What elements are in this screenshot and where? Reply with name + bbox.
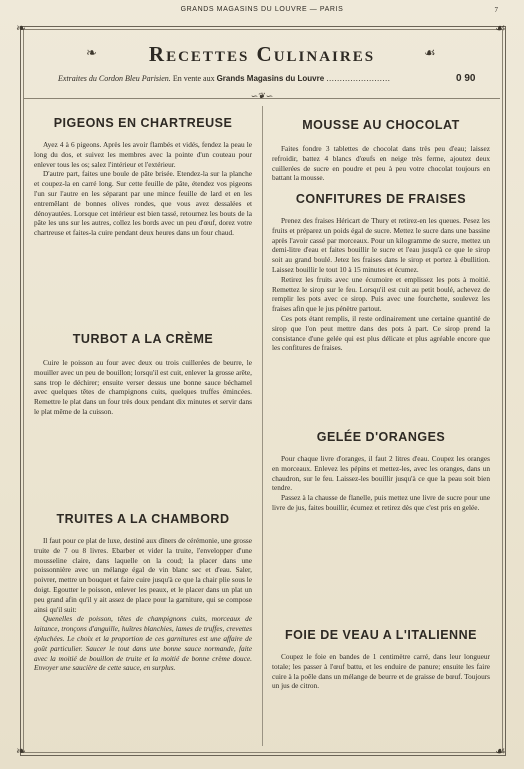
recipe-truites xyxy=(34,512,252,673)
recipe-title: GELÉE D'ORANGES xyxy=(316,430,446,444)
recipe-paragraph: Cuire le poisson au four avec deux ou trois cuillerées de beurre, le mouiller avec un peu de bouillon; lorsqu'il est cuit, enlever la grosse arête, sans trop le déchirer; ensuite verser dessus une bonne sauce béchamel avec quelques têtes de champignons cuits, quelques truffes émincées. Remettre le plat dans un four très doux pendant dix minutes et servir dans le plat même de la cuisson. xyxy=(34,358,252,416)
recipe-gelee xyxy=(272,430,490,513)
recipe-paragraph: Il faut pour ce plat de luxe, destiné aux dîners de cérémonie, une grosse truite de 7 ou 8 livres. Ebarber et vider la truite, l'envelopper d'une mousseline claire, dans laquelle on la coud; la placer dans une poissonnière avec un mélange égal de vin blanc sec et d'eau. Saler, poivrer, mettre un bouquet et faire cuire jusqu'à ce que la chair plie sous le doigt. Egoutter le poisson, enlever les peaux, et le placer dans un plat un peu grand afin qu'il y ait assez de place pour la garniture, qui se compose ainsi qu'il suit: xyxy=(34,536,252,614)
recipe-paragraph: Faites fondre 3 tablettes de chocolat dans très peu d'eau; laissez refroidir, battez 4 blancs d'œufs en neige très ferme, ajoutez deux cuillerées de sucre en poudre et peu à peu votre chocolat toujours en battant la mousse. xyxy=(272,144,490,183)
recipe-paragraph: Ces pots étant remplis, il reste ordinairement une certaine quantité de sirop que l'on peut mettre dans des pots à part. Ce sirop prend la consistance d'une gelée qui est plus délicate et plus agréable encore que les confitures de fraises. xyxy=(272,313,490,353)
recipe-title: CONFITURES DE FRAISES xyxy=(295,192,467,206)
recipe-paragraph: Ayez 4 à 6 pigeons. Après les avoir flambés et vidés, fendez la peau le long du dos, et suivez les membres avec la pointe d'un couteau pour enlever tous les os; salez l'intérieur et l'extérieur. xyxy=(34,140,252,169)
page-title: Recettes Culinaires xyxy=(148,42,376,66)
subtitle-store: Grands Magasins du Louvre xyxy=(216,74,325,83)
running-head: GRANDS MAGASINS DU LOUVRE — PARIS xyxy=(180,6,344,13)
recipe-title: TRUITES A LA CHAMBORD xyxy=(56,512,230,526)
recipe-title: MOUSSE AU CHOCOLAT xyxy=(302,118,460,132)
page-subtitle xyxy=(58,74,478,83)
subtitle-source: Extraites du Cordon Bleu Parisien. xyxy=(58,74,171,83)
recipe-paragraph: Prenez des fraises Héricart de Thury et retirez-en les queues. Pesez les fruits et préparez un poids égal de sucre. Mettez le sucre dans une bassine après l'avoir cassé par morceaux. Pour un kilogramme de sucre, mettez un demi-litre d'eau et faites bouillir le sucre et l'eau jusqu'à ce que le sirop soit au grand boulé. Jetez les fraises dans le sirop et portez à ébullition. Laissez bouillir le tout 10 à 15 minutes et écumez. xyxy=(272,216,490,274)
recipe-confitures xyxy=(272,192,490,353)
recipe-paragraph: Quenelles de poisson, têtes de champignons cuits, morceaux de laitance, tronçons d'anguille, huîtres blanchies, lames de truffes, crevettes épluchées. Le choix et la proportion de ces garnitures est une affaire de goût particulier. Saucer le tout dans une bonne sauce normande, faite avec la moitié de bouillon de truite et la moitié de bonne crème douce. Envoyer une saucière de cette sauce, en surplus. xyxy=(34,614,252,673)
subtitle-dots: …………………… xyxy=(326,74,391,83)
recipe-title: TURBOT A LA CRÈME xyxy=(72,332,214,346)
corner-ornament-top-left: ❧ xyxy=(16,21,27,35)
corner-ornament-bottom-left: ❧ xyxy=(16,744,27,758)
recipe-title: PIGEONS EN CHARTREUSE xyxy=(53,116,233,130)
recipe-mousse xyxy=(272,118,490,183)
recipe-pigeons xyxy=(34,116,252,238)
price: 0 90 xyxy=(456,73,476,84)
recipe-paragraph: Retirez les fruits avec une écumoire et emplissez les pots à moitié. Remettez le sirop sur le feu. Lorsqu'il est cuit au petit boulé, achevez de remplir les pots avec ce sirop. Puis avec une fourchette, soulevez les fraises afin que le jus pénètre partout. xyxy=(272,274,490,314)
recipe-foie xyxy=(272,628,490,691)
center-ornament: ∽❦∽ xyxy=(250,91,274,101)
header-rule xyxy=(24,98,500,99)
recipe-title: FOIE DE VEAU A L'ITALIENNE xyxy=(285,628,477,642)
recipe-paragraph: Coupez le foie en bandes de 1 centimètre carré, dans leur longueur totale; les passer à l'œuf battu, et les enduire de panure; ensuite les faire cuire à la poêle dans un mélange de beurre et de graisse de bœuf. Toujours un jus de citron. xyxy=(272,652,490,691)
page-number: 7 xyxy=(494,6,498,14)
recipe-paragraph: Pour chaque livre d'oranges, il faut 2 litres d'eau. Coupez les oranges en morceaux. Enlevez les pépins et mettez-les, avec les oranges, dans un chaudron, sur le feu. Laissez-les bouillir jusqu'à ce que la peau soit bien tendre. xyxy=(272,454,490,493)
subtitle-sale: En vente aux xyxy=(172,74,215,83)
corner-ornament-bottom-right: ☙ xyxy=(495,744,506,758)
recipe-paragraph: D'autre part, faites une boule de pâte brisée. Etendez-la sur la planche et coupez-la en carré long. Sur cette feuille de pâte, étendez vos pigeons l'un sur l'autre en les séparant par une mince feuille de lard et en les entremêlant de bonnes olives rondes, que vous avez dessalées et dénoyautées. Lorsque cet intérieur est bien tassé, retournez les bouts de la pâte les uns sur les autres, collez les bords avec un peu d'œuf, dorez votre chartreuse et faites-la cuire pendant deux heures dans un four chaud. xyxy=(34,169,252,238)
recipe-turbot xyxy=(34,332,252,417)
title-flourish-left: ❧ xyxy=(86,45,97,60)
column-divider xyxy=(262,106,263,746)
recipe-paragraph: Passez à la chausse de flanelle, puis mettez une livre de sucre pour une livre de jus, faites bouillir, écumez et retirez dès que c'est pris en gelée. xyxy=(272,493,490,512)
corner-ornament-top-right: ☙ xyxy=(495,21,506,35)
title-flourish-right: ☙ xyxy=(424,45,436,60)
